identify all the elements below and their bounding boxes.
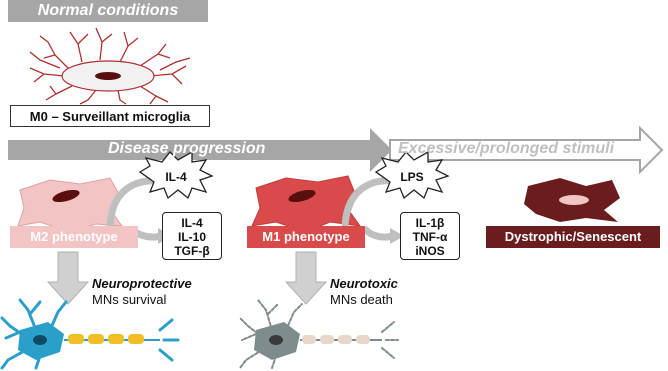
disease-progression-label: Disease progression — [108, 140, 266, 157]
m1-phenotype-label: M1 phenotype — [247, 226, 365, 248]
m1-cytokine: TNF-α — [412, 230, 448, 244]
m0-label: M0 – Surveillant microglia — [10, 105, 210, 127]
damaged-neuron — [240, 300, 398, 368]
healthy-neuron — [2, 300, 178, 368]
m2-effect-title: Neuroprotective — [92, 276, 192, 291]
m1-cytokine: iNOS — [415, 244, 445, 258]
m0-nucleus — [95, 72, 121, 80]
m2-cytokine-box — [162, 212, 222, 260]
dystrophic-label: Dystrophic/Senescent — [486, 226, 660, 248]
m2-cytokine: TGF-β — [174, 244, 210, 258]
m1-effect-title: Neurotoxic — [330, 276, 398, 291]
dystrophic-cell — [524, 178, 620, 222]
m2-stimulus-label: IL-4 — [165, 170, 187, 184]
m1-down-arrow — [286, 252, 326, 304]
m2-cell — [18, 178, 122, 232]
excessive-stimuli-label: Excessive/prolonged stimuli — [398, 140, 615, 157]
m1-cytokine: IL-1β — [415, 216, 445, 230]
m2-cytokine: IL-4 — [181, 216, 203, 230]
m2-cytokine: IL-10 — [177, 230, 206, 244]
m1-cytokine-box — [400, 212, 460, 260]
m2-down-arrow — [48, 252, 88, 304]
normal-conditions-banner: Normal conditions — [8, 0, 208, 22]
m1-effect-subtitle: MNs death — [330, 292, 393, 307]
m2-phenotype-label: M2 phenotype — [10, 226, 138, 248]
m1-stimulus-label: LPS — [400, 170, 424, 184]
m2-effect-subtitle: MNs survival — [92, 292, 167, 307]
m0-microglia-cell — [30, 28, 190, 104]
